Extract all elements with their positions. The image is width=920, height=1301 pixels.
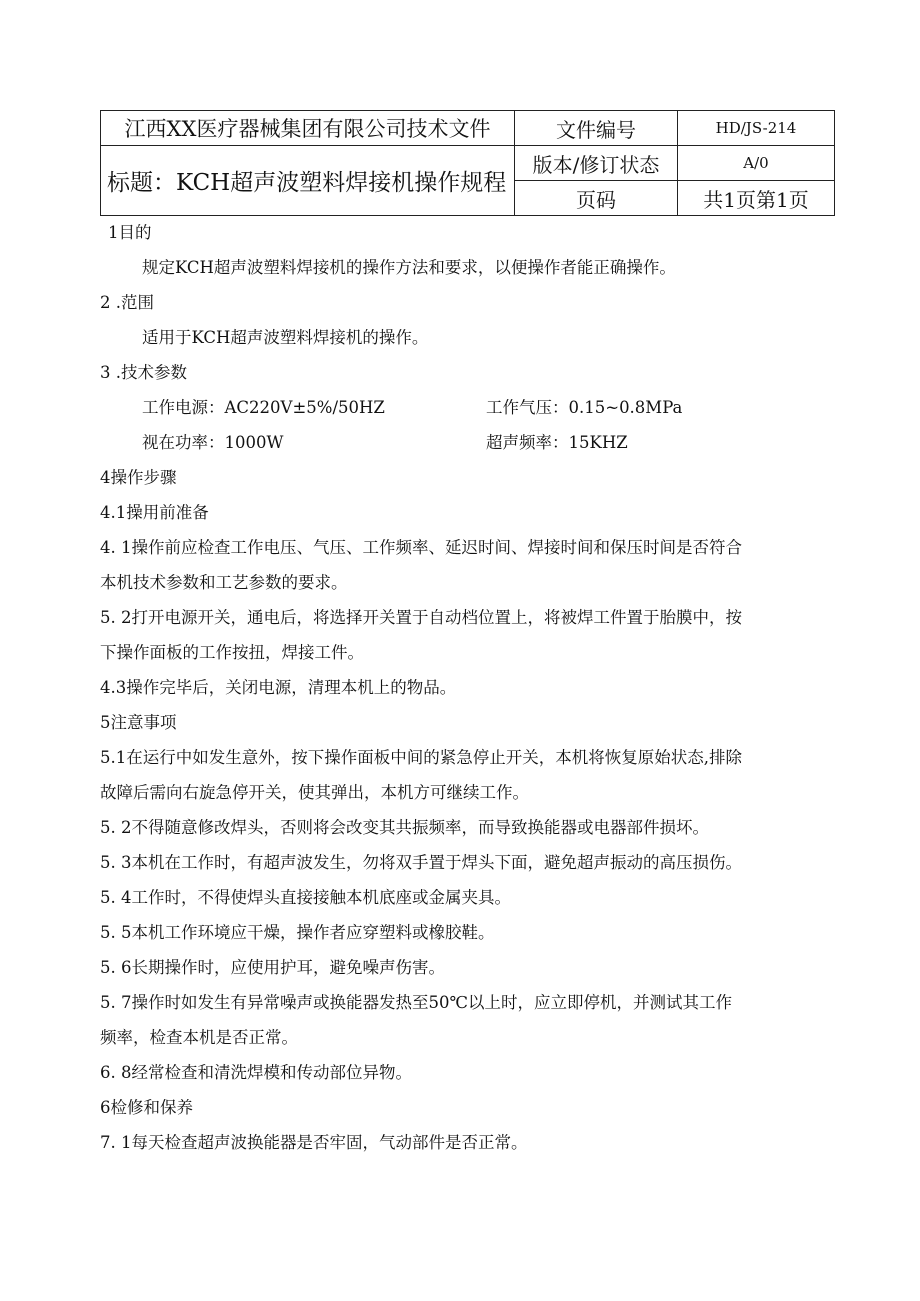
section-heading: 6检修和保养: [100, 1098, 193, 1117]
paragraph: 5. 4工作时，不得使焊头直接接触本机底座或金属夹具。: [100, 888, 511, 907]
paragraph: 下操作面板的工作按扭，焊接工件。: [100, 643, 364, 662]
param-row: [100, 393, 840, 428]
param-air-pressure: 工作气压：0.15~0.8MPa: [486, 398, 683, 417]
paragraph: 5. 6长期操作时，应使用护耳，避免噪声伤害。: [100, 958, 445, 977]
paragraph: 5. 5本机工作环境应干燥，操作者应穿塑料或橡胶鞋。: [100, 923, 495, 942]
header-table: [100, 110, 835, 216]
param-row: [100, 428, 840, 463]
page-label: 页码: [515, 181, 678, 216]
paragraph: 5.1在运行中如发生意外，按下操作面板中间的紧急停止开关，本机将恢复原始状态,排除: [100, 748, 742, 767]
param-power: 工作电源：AC220V±5%/50HZ: [142, 398, 385, 417]
company-cell: 江西XX医疗器械集团有限公司技术文件: [101, 111, 515, 146]
paragraph: 规定KCH超声波塑料焊接机的操作方法和要求，以便操作者能正确操作。: [142, 258, 676, 277]
doc-no-value: HD/JS-214: [678, 111, 835, 146]
param-watt: 视在功率：1000W: [142, 433, 284, 452]
paragraph: 本机技术参数和工艺参数的要求。: [100, 573, 348, 592]
section-heading: 5注意事项: [100, 713, 177, 732]
section-heading: 2 .范围: [100, 293, 154, 312]
section-heading: 3 .技术参数: [100, 363, 187, 382]
param-frequency: 超声频率：15KHZ: [486, 433, 628, 452]
page-value: 共1页第1页: [678, 181, 835, 216]
paragraph: 5. 3本机在工作时，有超声波发生，勿将双手置于焊头下面，避免超声振动的高压损伤。: [100, 853, 742, 872]
paragraph: 适用于KCH超声波塑料焊接机的操作。: [142, 328, 429, 347]
doc-title: 标题：KCH超声波塑料焊接机操作规程: [101, 146, 515, 216]
section-heading: 4操作步骤: [100, 468, 177, 487]
paragraph: 7. 1每天检查超声波换能器是否牢固，气动部件是否正常。: [100, 1133, 528, 1152]
version-label: 版本/修订状态: [515, 146, 678, 181]
paragraph: 5. 7操作时如发生有异常噪声或换能器发热至50℃以上时，应立即停机，并测试其工作: [100, 993, 732, 1012]
paragraph: 故障后需向右旋急停开关，使其弹出，本机方可继续工作。: [100, 783, 529, 802]
version-value: A/0: [678, 146, 835, 181]
paragraph: 5. 2不得随意修改焊头，否则将会改变其共振频率，而导致换能器或电器部件损坏。: [100, 818, 709, 837]
doc-no-label: 文件编号: [515, 111, 678, 146]
subsection-heading: 4.1操用前准备: [100, 503, 209, 522]
section-heading: 1目的: [108, 223, 152, 242]
paragraph: 频率，检查本机是否正常。: [100, 1028, 298, 1047]
paragraph: 4.3操作完毕后，关闭电源，清理本机上的物品。: [100, 678, 457, 697]
paragraph: 6. 8经常检查和清洗焊模和传动部位异物。: [100, 1063, 412, 1082]
paragraph: 4. 1操作前应检查工作电压、气压、工作频率、延迟时间、焊接时间和保压时间是否符合: [100, 538, 742, 557]
paragraph: 5. 2打开电源开关，通电后，将选择开关置于自动档位置上，将被焊工件置于胎膜中，按: [100, 608, 742, 627]
document-body: [100, 218, 840, 1163]
